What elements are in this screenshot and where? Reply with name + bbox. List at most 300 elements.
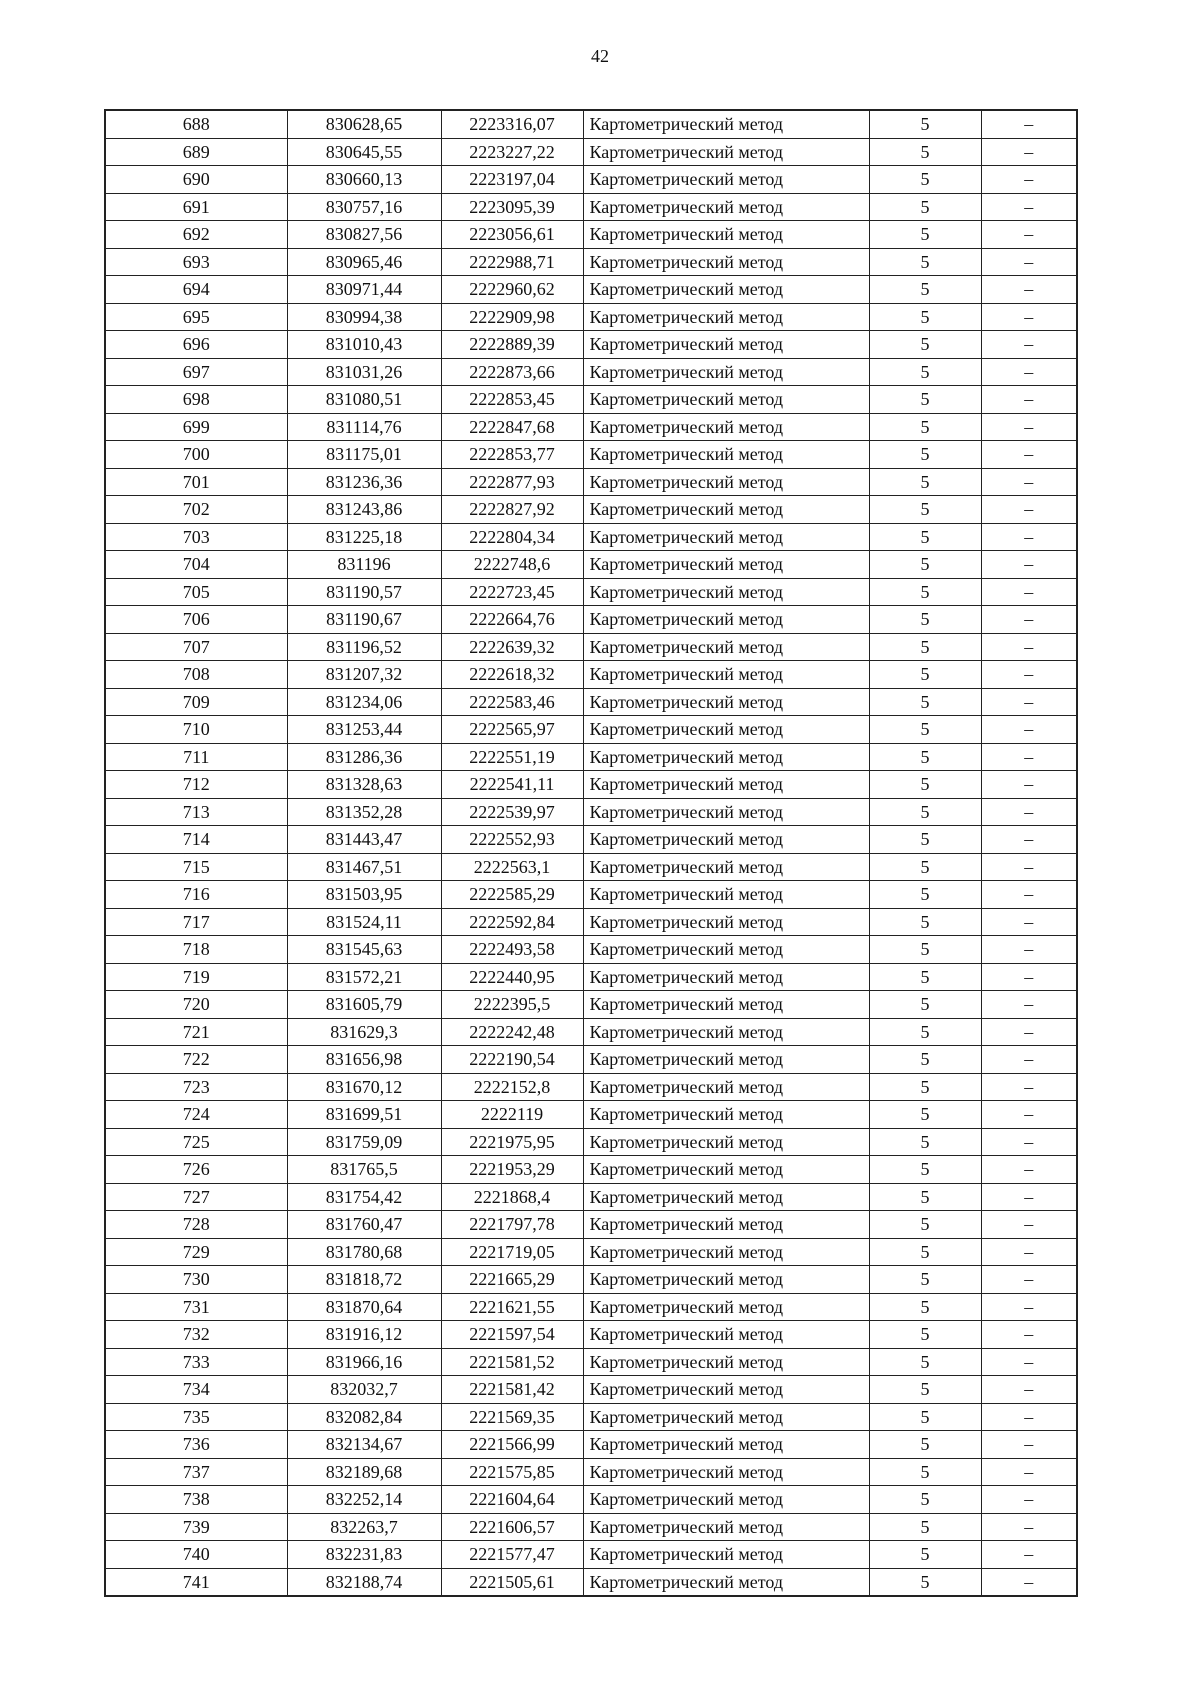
accuracy-cell: 5: [869, 826, 981, 854]
note-cell: –: [981, 1101, 1077, 1129]
accuracy-cell: 5: [869, 1513, 981, 1541]
accuracy-cell: 5: [869, 166, 981, 194]
point-number-cell: 737: [105, 1458, 287, 1486]
note-cell: –: [981, 166, 1077, 194]
y-coordinate-cell: 2221868,4: [441, 1183, 583, 1211]
y-coordinate-cell: 2223095,39: [441, 193, 583, 221]
method-cell: Картометрический метод: [583, 688, 869, 716]
x-coordinate-cell: 831243,86: [287, 496, 441, 524]
note-cell: –: [981, 1431, 1077, 1459]
note-cell: –: [981, 881, 1077, 909]
point-number-cell: 739: [105, 1513, 287, 1541]
note-cell: –: [981, 853, 1077, 881]
point-number-cell: 710: [105, 716, 287, 744]
accuracy-cell: 5: [869, 1293, 981, 1321]
method-cell: Картометрический метод: [583, 1403, 869, 1431]
x-coordinate-cell: 831545,63: [287, 936, 441, 964]
note-cell: –: [981, 1238, 1077, 1266]
point-number-cell: 700: [105, 441, 287, 469]
coordinates-table: [104, 109, 1078, 1597]
accuracy-cell: 5: [869, 386, 981, 414]
method-cell: Картометрический метод: [583, 523, 869, 551]
y-coordinate-cell: 2222152,8: [441, 1073, 583, 1101]
accuracy-cell: 5: [869, 798, 981, 826]
table-row: [105, 771, 1077, 799]
method-cell: Картометрический метод: [583, 468, 869, 496]
method-cell: Картометрический метод: [583, 1458, 869, 1486]
y-coordinate-cell: 2222541,11: [441, 771, 583, 799]
point-number-cell: 711: [105, 743, 287, 771]
table-row: [105, 413, 1077, 441]
method-cell: Картометрический метод: [583, 386, 869, 414]
note-cell: –: [981, 908, 1077, 936]
accuracy-cell: 5: [869, 358, 981, 386]
y-coordinate-cell: 2221975,95: [441, 1128, 583, 1156]
table-row: [105, 1266, 1077, 1294]
method-cell: Картометрический метод: [583, 166, 869, 194]
point-number-cell: 740: [105, 1541, 287, 1569]
y-coordinate-cell: 2222592,84: [441, 908, 583, 936]
y-coordinate-cell: 2222618,32: [441, 661, 583, 689]
method-cell: Картометрический метод: [583, 1348, 869, 1376]
note-cell: –: [981, 1541, 1077, 1569]
note-cell: –: [981, 1211, 1077, 1239]
table-row: [105, 276, 1077, 304]
x-coordinate-cell: 831467,51: [287, 853, 441, 881]
table-row: [105, 551, 1077, 579]
table-row: [105, 853, 1077, 881]
x-coordinate-cell: 831765,5: [287, 1156, 441, 1184]
table-row: [105, 716, 1077, 744]
x-coordinate-cell: 831699,51: [287, 1101, 441, 1129]
table-row: [105, 138, 1077, 166]
point-number-cell: 693: [105, 248, 287, 276]
y-coordinate-cell: 2222395,5: [441, 991, 583, 1019]
point-number-cell: 692: [105, 221, 287, 249]
accuracy-cell: 5: [869, 881, 981, 909]
point-number-cell: 705: [105, 578, 287, 606]
note-cell: –: [981, 1348, 1077, 1376]
accuracy-cell: 5: [869, 771, 981, 799]
table-row: [105, 1376, 1077, 1404]
accuracy-cell: 5: [869, 606, 981, 634]
point-number-cell: 698: [105, 386, 287, 414]
accuracy-cell: 5: [869, 1156, 981, 1184]
method-cell: Картометрический метод: [583, 1046, 869, 1074]
table-row: [105, 166, 1077, 194]
method-cell: Картометрический метод: [583, 716, 869, 744]
method-cell: Картометрический метод: [583, 1101, 869, 1129]
table-row: [105, 1156, 1077, 1184]
table-row: [105, 1238, 1077, 1266]
y-coordinate-cell: 2222723,45: [441, 578, 583, 606]
x-coordinate-cell: 831196,52: [287, 633, 441, 661]
method-cell: Картометрический метод: [583, 1183, 869, 1211]
note-cell: –: [981, 441, 1077, 469]
x-coordinate-cell: 831236,36: [287, 468, 441, 496]
note-cell: –: [981, 331, 1077, 359]
note-cell: –: [981, 413, 1077, 441]
table-row: [105, 1321, 1077, 1349]
table-row: [105, 1211, 1077, 1239]
y-coordinate-cell: 2223227,22: [441, 138, 583, 166]
y-coordinate-cell: 2221505,61: [441, 1568, 583, 1596]
note-cell: –: [981, 303, 1077, 331]
accuracy-cell: 5: [869, 138, 981, 166]
table-row: [105, 1018, 1077, 1046]
point-number-cell: 718: [105, 936, 287, 964]
x-coordinate-cell: 831010,43: [287, 331, 441, 359]
x-coordinate-cell: 830660,13: [287, 166, 441, 194]
x-coordinate-cell: 831175,01: [287, 441, 441, 469]
y-coordinate-cell: 2221597,54: [441, 1321, 583, 1349]
note-cell: –: [981, 1376, 1077, 1404]
point-number-cell: 694: [105, 276, 287, 304]
note-cell: –: [981, 661, 1077, 689]
method-cell: Картометрический метод: [583, 826, 869, 854]
method-cell: Картометрический метод: [583, 771, 869, 799]
accuracy-cell: 5: [869, 496, 981, 524]
note-cell: –: [981, 1321, 1077, 1349]
accuracy-cell: 5: [869, 936, 981, 964]
point-number-cell: 697: [105, 358, 287, 386]
y-coordinate-cell: 2222988,71: [441, 248, 583, 276]
method-cell: Картометрический метод: [583, 578, 869, 606]
method-cell: Картометрический метод: [583, 881, 869, 909]
x-coordinate-cell: 830994,38: [287, 303, 441, 331]
x-coordinate-cell: 831443,47: [287, 826, 441, 854]
method-cell: Картометрический метод: [583, 908, 869, 936]
note-cell: –: [981, 1403, 1077, 1431]
accuracy-cell: 5: [869, 1018, 981, 1046]
accuracy-cell: 5: [869, 743, 981, 771]
table-row: [105, 881, 1077, 909]
method-cell: Картометрический метод: [583, 798, 869, 826]
note-cell: –: [981, 221, 1077, 249]
y-coordinate-cell: 2221577,47: [441, 1541, 583, 1569]
y-coordinate-cell: 2222539,97: [441, 798, 583, 826]
method-cell: Картометрический метод: [583, 496, 869, 524]
y-coordinate-cell: 2222853,77: [441, 441, 583, 469]
point-number-cell: 688: [105, 110, 287, 138]
x-coordinate-cell: 831190,67: [287, 606, 441, 634]
x-coordinate-cell: 831670,12: [287, 1073, 441, 1101]
x-coordinate-cell: 832252,14: [287, 1486, 441, 1514]
method-cell: Картометрический метод: [583, 1486, 869, 1514]
note-cell: –: [981, 358, 1077, 386]
method-cell: Картометрический метод: [583, 1431, 869, 1459]
accuracy-cell: 5: [869, 523, 981, 551]
table-row: [105, 633, 1077, 661]
table-row: [105, 523, 1077, 551]
note-cell: –: [981, 606, 1077, 634]
accuracy-cell: 5: [869, 1183, 981, 1211]
note-cell: –: [981, 1046, 1077, 1074]
note-cell: –: [981, 386, 1077, 414]
x-coordinate-cell: 831114,76: [287, 413, 441, 441]
table-row: [105, 963, 1077, 991]
x-coordinate-cell: 832188,74: [287, 1568, 441, 1596]
y-coordinate-cell: 2222639,32: [441, 633, 583, 661]
y-coordinate-cell: 2221797,78: [441, 1211, 583, 1239]
accuracy-cell: 5: [869, 1403, 981, 1431]
accuracy-cell: 5: [869, 1238, 981, 1266]
y-coordinate-cell: 2221719,05: [441, 1238, 583, 1266]
accuracy-cell: 5: [869, 193, 981, 221]
accuracy-cell: 5: [869, 413, 981, 441]
point-number-cell: 720: [105, 991, 287, 1019]
table-row: [105, 193, 1077, 221]
point-number-cell: 717: [105, 908, 287, 936]
point-number-cell: 725: [105, 1128, 287, 1156]
note-cell: –: [981, 771, 1077, 799]
method-cell: Картометрический метод: [583, 110, 869, 138]
accuracy-cell: 5: [869, 276, 981, 304]
point-number-cell: 735: [105, 1403, 287, 1431]
x-coordinate-cell: 831352,28: [287, 798, 441, 826]
x-coordinate-cell: 830827,56: [287, 221, 441, 249]
x-coordinate-cell: 830757,16: [287, 193, 441, 221]
method-cell: Картометрический метод: [583, 963, 869, 991]
accuracy-cell: 5: [869, 551, 981, 579]
y-coordinate-cell: 2223056,61: [441, 221, 583, 249]
table-row: [105, 1183, 1077, 1211]
x-coordinate-cell: 830628,65: [287, 110, 441, 138]
method-cell: Картометрический метод: [583, 1376, 869, 1404]
y-coordinate-cell: 2221606,57: [441, 1513, 583, 1541]
table-row: [105, 1431, 1077, 1459]
y-coordinate-cell: 2222748,6: [441, 551, 583, 579]
x-coordinate-cell: 831286,36: [287, 743, 441, 771]
x-coordinate-cell: 831080,51: [287, 386, 441, 414]
y-coordinate-cell: 2222909,98: [441, 303, 583, 331]
table-row: [105, 826, 1077, 854]
point-number-cell: 741: [105, 1568, 287, 1596]
method-cell: Картометрический метод: [583, 1156, 869, 1184]
note-cell: –: [981, 1183, 1077, 1211]
method-cell: Картометрический метод: [583, 1568, 869, 1596]
table-row: [105, 1486, 1077, 1514]
accuracy-cell: 5: [869, 853, 981, 881]
method-cell: Картометрический метод: [583, 633, 869, 661]
accuracy-cell: 5: [869, 908, 981, 936]
note-cell: –: [981, 1266, 1077, 1294]
x-coordinate-cell: 831524,11: [287, 908, 441, 936]
x-coordinate-cell: 831031,26: [287, 358, 441, 386]
note-cell: –: [981, 991, 1077, 1019]
table-row: [105, 110, 1077, 138]
accuracy-cell: 5: [869, 578, 981, 606]
note-cell: –: [981, 688, 1077, 716]
note-cell: –: [981, 1073, 1077, 1101]
point-number-cell: 719: [105, 963, 287, 991]
coordinates-table-body: [105, 110, 1077, 1596]
method-cell: Картометрический метод: [583, 991, 869, 1019]
accuracy-cell: 5: [869, 1211, 981, 1239]
table-row: [105, 221, 1077, 249]
accuracy-cell: 5: [869, 1376, 981, 1404]
accuracy-cell: 5: [869, 110, 981, 138]
point-number-cell: 690: [105, 166, 287, 194]
table-row: [105, 1458, 1077, 1486]
y-coordinate-cell: 2223316,07: [441, 110, 583, 138]
accuracy-cell: 5: [869, 1128, 981, 1156]
note-cell: –: [981, 716, 1077, 744]
x-coordinate-cell: 831190,57: [287, 578, 441, 606]
method-cell: Картометрический метод: [583, 193, 869, 221]
accuracy-cell: 5: [869, 441, 981, 469]
table-row: [105, 1513, 1077, 1541]
point-number-cell: 708: [105, 661, 287, 689]
table-row: [105, 468, 1077, 496]
x-coordinate-cell: 831870,64: [287, 1293, 441, 1321]
point-number-cell: 723: [105, 1073, 287, 1101]
point-number-cell: 703: [105, 523, 287, 551]
note-cell: –: [981, 468, 1077, 496]
point-number-cell: 727: [105, 1183, 287, 1211]
point-number-cell: 704: [105, 551, 287, 579]
y-coordinate-cell: 2222190,54: [441, 1046, 583, 1074]
accuracy-cell: 5: [869, 1348, 981, 1376]
x-coordinate-cell: 831328,63: [287, 771, 441, 799]
x-coordinate-cell: 831572,21: [287, 963, 441, 991]
point-number-cell: 707: [105, 633, 287, 661]
method-cell: Картометрический метод: [583, 853, 869, 881]
y-coordinate-cell: 2222877,93: [441, 468, 583, 496]
table-row: [105, 661, 1077, 689]
x-coordinate-cell: 831916,12: [287, 1321, 441, 1349]
table-row: [105, 1348, 1077, 1376]
y-coordinate-cell: 2222242,48: [441, 1018, 583, 1046]
note-cell: –: [981, 1486, 1077, 1514]
method-cell: Картометрический метод: [583, 661, 869, 689]
method-cell: Картометрический метод: [583, 1266, 869, 1294]
table-row: [105, 1293, 1077, 1321]
table-row: [105, 688, 1077, 716]
x-coordinate-cell: 830965,46: [287, 248, 441, 276]
note-cell: –: [981, 633, 1077, 661]
method-cell: Картометрический метод: [583, 743, 869, 771]
method-cell: Картометрический метод: [583, 1541, 869, 1569]
x-coordinate-cell: 830645,55: [287, 138, 441, 166]
method-cell: Картометрический метод: [583, 551, 869, 579]
y-coordinate-cell: 2222563,1: [441, 853, 583, 881]
x-coordinate-cell: 831780,68: [287, 1238, 441, 1266]
table-row: [105, 1046, 1077, 1074]
accuracy-cell: 5: [869, 991, 981, 1019]
x-coordinate-cell: 831196: [287, 551, 441, 579]
accuracy-cell: 5: [869, 1101, 981, 1129]
point-number-cell: 734: [105, 1376, 287, 1404]
note-cell: –: [981, 138, 1077, 166]
note-cell: –: [981, 248, 1077, 276]
method-cell: Картометрический метод: [583, 1293, 869, 1321]
accuracy-cell: 5: [869, 1073, 981, 1101]
accuracy-cell: 5: [869, 716, 981, 744]
x-coordinate-cell: 831253,44: [287, 716, 441, 744]
x-coordinate-cell: 831656,98: [287, 1046, 441, 1074]
x-coordinate-cell: 831503,95: [287, 881, 441, 909]
table-row: [105, 1101, 1077, 1129]
note-cell: –: [981, 1128, 1077, 1156]
table-row: [105, 303, 1077, 331]
method-cell: Картометрический метод: [583, 303, 869, 331]
note-cell: –: [981, 743, 1077, 771]
table-row: [105, 358, 1077, 386]
note-cell: –: [981, 1018, 1077, 1046]
note-cell: –: [981, 1458, 1077, 1486]
y-coordinate-cell: 2222585,29: [441, 881, 583, 909]
table-row: [105, 441, 1077, 469]
y-coordinate-cell: 2222583,46: [441, 688, 583, 716]
method-cell: Картометрический метод: [583, 248, 869, 276]
y-coordinate-cell: 2222493,58: [441, 936, 583, 964]
method-cell: Картометрический метод: [583, 358, 869, 386]
point-number-cell: 701: [105, 468, 287, 496]
method-cell: Картометрический метод: [583, 1513, 869, 1541]
y-coordinate-cell: 2222565,97: [441, 716, 583, 744]
y-coordinate-cell: 2222440,95: [441, 963, 583, 991]
note-cell: –: [981, 826, 1077, 854]
x-coordinate-cell: 831760,47: [287, 1211, 441, 1239]
x-coordinate-cell: 831966,16: [287, 1348, 441, 1376]
note-cell: –: [981, 1156, 1077, 1184]
note-cell: –: [981, 963, 1077, 991]
point-number-cell: 714: [105, 826, 287, 854]
x-coordinate-cell: 831629,3: [287, 1018, 441, 1046]
y-coordinate-cell: 2222804,34: [441, 523, 583, 551]
page-number: 42: [591, 46, 609, 66]
method-cell: Картометрический метод: [583, 606, 869, 634]
point-number-cell: 721: [105, 1018, 287, 1046]
accuracy-cell: 5: [869, 1266, 981, 1294]
y-coordinate-cell: 2221566,99: [441, 1431, 583, 1459]
table-row: [105, 606, 1077, 634]
y-coordinate-cell: 2221569,35: [441, 1403, 583, 1431]
accuracy-cell: 5: [869, 1486, 981, 1514]
point-number-cell: 696: [105, 331, 287, 359]
point-number-cell: 689: [105, 138, 287, 166]
y-coordinate-cell: 2222873,66: [441, 358, 583, 386]
table-row: [105, 908, 1077, 936]
accuracy-cell: 5: [869, 331, 981, 359]
x-coordinate-cell: 832134,67: [287, 1431, 441, 1459]
y-coordinate-cell: 2222551,19: [441, 743, 583, 771]
accuracy-cell: 5: [869, 1431, 981, 1459]
y-coordinate-cell: 2223197,04: [441, 166, 583, 194]
method-cell: Картометрический метод: [583, 331, 869, 359]
note-cell: –: [981, 936, 1077, 964]
accuracy-cell: 5: [869, 221, 981, 249]
y-coordinate-cell: 2221581,52: [441, 1348, 583, 1376]
x-coordinate-cell: 832189,68: [287, 1458, 441, 1486]
accuracy-cell: 5: [869, 633, 981, 661]
method-cell: Картометрический метод: [583, 441, 869, 469]
note-cell: –: [981, 496, 1077, 524]
method-cell: Картометрический метод: [583, 936, 869, 964]
x-coordinate-cell: 831207,32: [287, 661, 441, 689]
table-row: [105, 1073, 1077, 1101]
x-coordinate-cell: 831225,18: [287, 523, 441, 551]
method-cell: Картометрический метод: [583, 276, 869, 304]
table-row: [105, 798, 1077, 826]
table-row: [105, 496, 1077, 524]
x-coordinate-cell: 832231,83: [287, 1541, 441, 1569]
accuracy-cell: 5: [869, 963, 981, 991]
x-coordinate-cell: 831234,06: [287, 688, 441, 716]
y-coordinate-cell: 2221953,29: [441, 1156, 583, 1184]
y-coordinate-cell: 2221665,29: [441, 1266, 583, 1294]
